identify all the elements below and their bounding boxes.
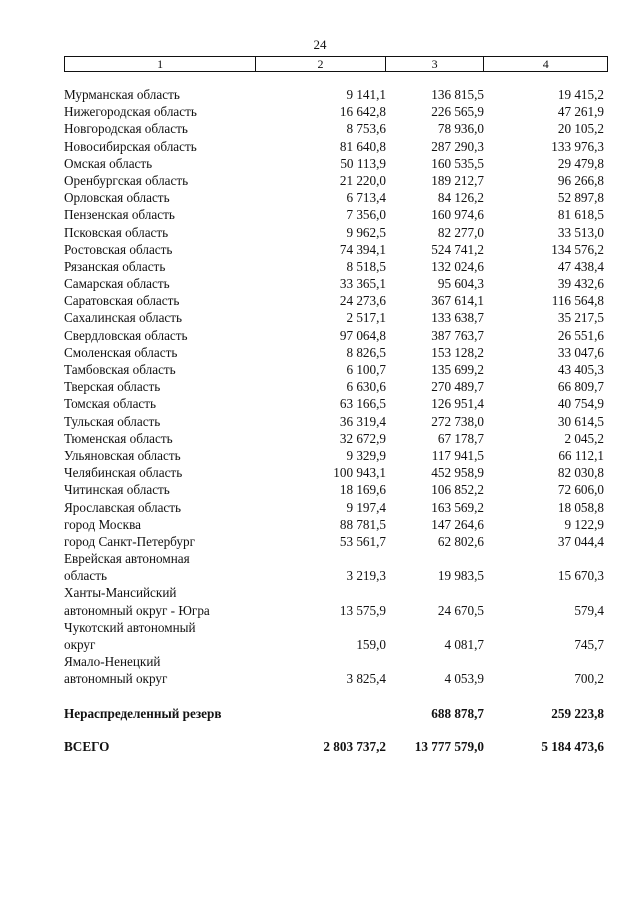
region-name-line: Ростовская область (64, 241, 173, 257)
value-c2: 24 273,6 (339, 293, 386, 309)
value-c2: 6 630,6 (346, 379, 386, 395)
value-c2: 8 826,5 (346, 344, 386, 360)
table-row (64, 206, 608, 223)
region-name (64, 481, 284, 498)
value-c3: 19 983,5 (437, 568, 484, 584)
value-c4: 33 513,0 (557, 224, 604, 240)
value-c2: 50 113,9 (340, 155, 386, 171)
table-body (64, 86, 608, 688)
region-name (64, 464, 284, 481)
value-c4: 72 606,0 (557, 482, 604, 498)
region-name-line: Оренбургская область (64, 172, 189, 188)
value-c4: 133 976,3 (551, 138, 604, 154)
region-name (64, 155, 284, 172)
region-name-line: Ярославская область (64, 499, 182, 515)
region-name-line: Чукотский автономный (64, 619, 196, 635)
value-c4: 116 564,8 (551, 293, 604, 309)
table-row (64, 499, 608, 516)
value-c3: 84 126,2 (437, 190, 484, 206)
column-header-2: 2 (255, 57, 385, 71)
value-c4: 20 105,2 (557, 121, 604, 137)
value-c3: 163 569,2 (431, 499, 484, 515)
total-label: ВСЕГО (64, 739, 110, 754)
value-c3: 387 763,7 (431, 327, 484, 343)
table-row (64, 413, 608, 430)
region-name-line: округ (64, 637, 96, 653)
region-name-line: Тамбовская область (64, 362, 176, 377)
value-c3: 524 741,2 (431, 241, 484, 257)
column-header-row (64, 56, 608, 72)
table-row (64, 155, 608, 172)
value-c2: 100 943,1 (333, 465, 386, 481)
table-row (64, 378, 608, 395)
table-row (64, 327, 608, 344)
region-name (64, 172, 284, 189)
region-name-line: Нижегородская область (64, 104, 197, 120)
table-row (64, 241, 608, 258)
value-c3: 117 941,5 (431, 447, 484, 463)
region-name (64, 206, 284, 223)
value-c2: 6 713,4 (346, 190, 386, 206)
value-c4: 52 897,8 (557, 190, 604, 206)
value-c2: 9 197,4 (346, 499, 386, 515)
value-c4: 30 614,5 (557, 413, 604, 429)
value-c3: 24 670,5 (437, 602, 484, 618)
region-name-line: Новосибирская область (64, 138, 197, 154)
region-name-line: Тверская область (64, 379, 161, 395)
table-row (64, 447, 608, 464)
value-c2: 81 640,8 (339, 138, 386, 154)
value-c4: 40 754,9 (557, 396, 604, 412)
region-name-line: Новгородская область (64, 121, 188, 137)
table-row (64, 189, 608, 206)
table-row (64, 550, 608, 584)
value-c3: 272 738,0 (431, 413, 484, 429)
region-name (64, 309, 284, 326)
reserve-col3: 688 878,7 (431, 706, 484, 721)
value-c2: 97 064,8 (339, 327, 386, 343)
value-c2: 16 642,8 (339, 104, 386, 120)
column-header-1: 1 (157, 57, 164, 71)
region-name (64, 584, 284, 618)
value-c3: 270 489,7 (431, 379, 484, 395)
value-c4: 745,7 (574, 637, 604, 653)
value-c4: 700,2 (574, 671, 604, 687)
region-name (64, 533, 284, 550)
value-c2: 3 219,3 (346, 568, 386, 584)
region-name (64, 120, 284, 137)
value-c2: 88 781,5 (339, 516, 386, 532)
page-number: 24 (313, 37, 327, 52)
value-c3: 147 264,6 (431, 516, 484, 532)
table-row (64, 361, 608, 378)
value-c3: 452 958,9 (431, 465, 484, 481)
table-row (64, 584, 608, 618)
value-c2: 53 561,7 (339, 533, 386, 549)
region-name-line: город Москва (64, 516, 141, 532)
region-name (64, 103, 284, 120)
value-c2: 63 166,5 (339, 396, 386, 412)
value-c3: 160 974,6 (431, 207, 484, 223)
value-c4: 66 809,7 (557, 379, 604, 395)
region-name-line: Челябинская область (64, 465, 183, 481)
value-c2: 9 962,5 (346, 224, 386, 240)
table-row (64, 172, 608, 189)
value-c3: 95 604,3 (437, 276, 484, 292)
value-c2: 6 100,7 (346, 362, 386, 377)
column-header-3: 3 (385, 57, 484, 71)
value-c2: 8 753,6 (346, 121, 386, 137)
table-row (64, 516, 608, 533)
value-c4: 47 438,4 (557, 258, 604, 274)
value-c3: 78 936,0 (437, 121, 484, 137)
region-name-line: Томская область (64, 396, 157, 412)
table-row (64, 292, 608, 309)
region-name-line: Тульская область (64, 413, 161, 429)
value-c4: 96 266,8 (557, 172, 604, 188)
region-name (64, 86, 284, 103)
value-c4: 19 415,2 (557, 87, 604, 102)
region-name (64, 619, 284, 653)
value-c2: 18 169,6 (339, 482, 386, 498)
region-name-line: Орловская область (64, 190, 170, 206)
region-name-line: Ульяновская область (64, 447, 181, 463)
region-name-line: Еврейская автономная (64, 551, 190, 567)
region-name-line: Сахалинская область (64, 310, 183, 326)
value-c2: 74 394,1 (339, 241, 386, 257)
value-c3: 82 277,0 (437, 224, 484, 240)
table-row (64, 481, 608, 498)
table-row (64, 103, 608, 120)
region-name (64, 430, 284, 447)
region-name-line: Смоленская область (64, 344, 178, 360)
region-name-line: Пензенская область (64, 207, 175, 223)
region-name (64, 413, 284, 430)
reserve-col4: 259 223,8 (551, 706, 604, 721)
value-c3: 287 290,3 (431, 138, 484, 154)
region-name (64, 447, 284, 464)
value-c2: 9 329,9 (346, 447, 386, 463)
value-c4: 15 670,3 (557, 568, 604, 584)
table-row (64, 138, 608, 155)
value-c4: 47 261,9 (557, 104, 604, 120)
reserve-label: Нераспределенный резерв (64, 706, 222, 721)
total-col2: 2 803 737,2 (323, 739, 386, 754)
table-row (64, 619, 608, 653)
value-c2: 13 575,9 (339, 602, 386, 618)
value-c2: 21 220,0 (339, 172, 386, 188)
value-c4: 2 045,2 (564, 430, 604, 446)
value-c2: 33 365,1 (339, 276, 386, 292)
table-row (64, 344, 608, 361)
region-name (64, 378, 284, 395)
value-c4: 134 576,2 (551, 241, 604, 257)
value-c3: 367 614,1 (431, 293, 484, 309)
total-col4: 5 184 473,6 (541, 739, 604, 754)
table-row (64, 464, 608, 481)
value-c2: 3 825,4 (346, 671, 386, 687)
region-name (64, 361, 284, 378)
value-c4: 37 044,4 (557, 533, 604, 549)
region-name (64, 395, 284, 412)
total-col3: 13 777 579,0 (414, 739, 484, 754)
region-name (64, 292, 284, 309)
table-row (64, 258, 608, 275)
region-name-line: Свердловская область (64, 327, 188, 343)
value-c3: 126 951,4 (431, 396, 484, 412)
region-name (64, 516, 284, 533)
value-c2: 8 518,5 (346, 258, 386, 274)
value-c2: 32 672,9 (339, 430, 386, 446)
region-name-line: автономный округ - Югра (64, 602, 210, 618)
value-c4: 66 112,1 (558, 447, 604, 463)
value-c2: 9 141,1 (346, 87, 386, 102)
value-c3: 106 852,2 (431, 482, 484, 498)
value-c3: 67 178,7 (437, 430, 484, 446)
region-name-line: Мурманская область (64, 87, 180, 102)
region-name (64, 138, 284, 155)
table-row (64, 224, 608, 241)
value-c4: 579,4 (574, 602, 604, 618)
region-name (64, 344, 284, 361)
region-name-line: Ханты-Мансийский (64, 585, 177, 601)
value-c3: 226 565,9 (431, 104, 484, 120)
value-c4: 35 217,5 (557, 310, 604, 326)
table-row (64, 533, 608, 550)
table-row (64, 275, 608, 292)
region-name-line: Самарская область (64, 276, 170, 292)
region-name-line: область (64, 568, 108, 584)
region-name-line: автономный округ (64, 671, 168, 687)
region-name-line: Рязанская область (64, 258, 166, 274)
region-name (64, 241, 284, 258)
region-name (64, 275, 284, 292)
value-c2: 7 356,0 (346, 207, 386, 223)
region-name-line: Саратовская область (64, 293, 180, 309)
region-name-line: Читинская область (64, 482, 170, 498)
region-name-line: город Санкт-Петербург (64, 533, 195, 549)
value-c4: 82 030,8 (557, 465, 604, 481)
value-c4: 81 618,5 (557, 207, 604, 223)
value-c3: 133 638,7 (431, 310, 484, 326)
region-name (64, 327, 284, 344)
value-c2: 2 517,1 (346, 310, 386, 326)
value-c4: 29 479,8 (557, 155, 604, 171)
value-c4: 9 122,9 (564, 516, 604, 532)
value-c2: 159,0 (356, 637, 386, 653)
value-c4: 33 047,6 (557, 344, 604, 360)
value-c3: 189 212,7 (431, 172, 484, 188)
region-name (64, 499, 284, 516)
region-name (64, 224, 284, 241)
table-row (64, 653, 608, 687)
region-name (64, 258, 284, 275)
value-c3: 132 024,6 (431, 258, 484, 274)
value-c4: 43 405,3 (557, 362, 604, 377)
region-name-line: Ямало-Ненецкий (64, 654, 161, 670)
region-name-line: Тюменская область (64, 430, 173, 446)
value-c4: 39 432,6 (557, 276, 604, 292)
region-name (64, 550, 284, 584)
region-name (64, 653, 284, 687)
table-row (64, 395, 608, 412)
value-c3: 4 053,9 (444, 671, 484, 687)
column-header-4: 4 (483, 57, 607, 71)
value-c3: 62 802,6 (437, 533, 484, 549)
value-c4: 26 551,6 (557, 327, 604, 343)
region-name-line: Омская область (64, 155, 153, 171)
table-row (64, 309, 608, 326)
value-c3: 135 699,2 (431, 362, 484, 377)
table-row (64, 430, 608, 447)
region-name (64, 189, 284, 206)
table-row (64, 120, 608, 137)
value-c3: 160 535,5 (431, 155, 484, 171)
value-c3: 136 815,5 (431, 87, 484, 102)
table-row (64, 86, 608, 103)
value-c2: 36 319,4 (339, 413, 386, 429)
region-name-line: Псковская область (64, 224, 169, 240)
value-c3: 153 128,2 (431, 344, 484, 360)
value-c4: 18 058,8 (557, 499, 604, 515)
value-c3: 4 081,7 (444, 637, 484, 653)
